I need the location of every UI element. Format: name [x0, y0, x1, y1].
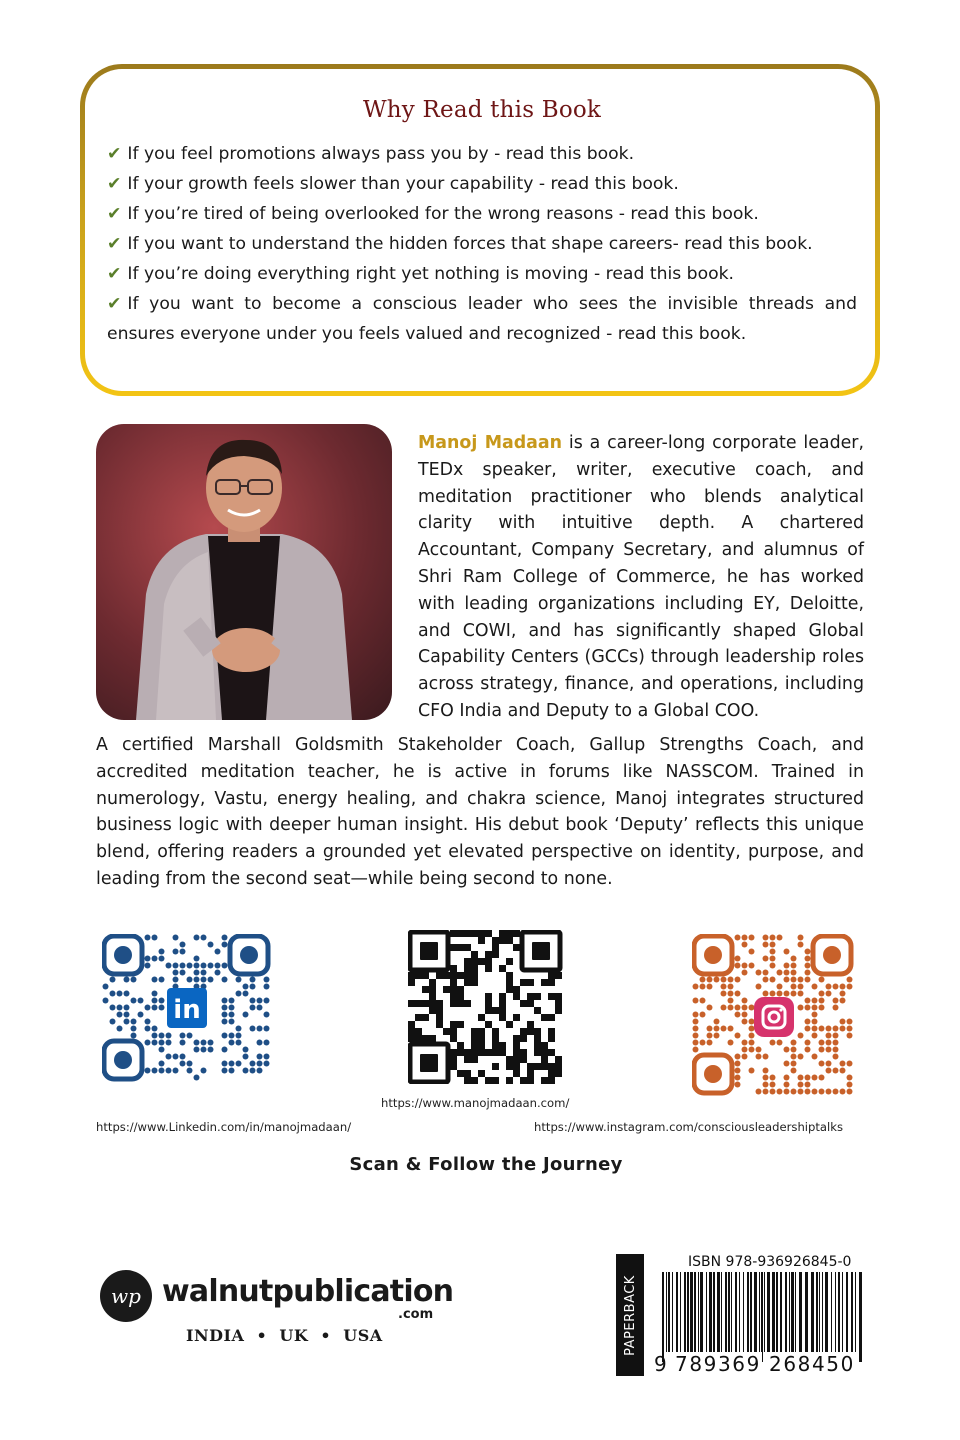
author-bio-side: [418, 430, 864, 725]
why-read-inner: [85, 69, 875, 391]
publisher-domain: .com: [398, 1307, 434, 1322]
barcode-digit-first: 9: [654, 1352, 667, 1376]
publisher-name: walnutpublication: [162, 1274, 454, 1309]
why-read-item-text: If you want to become a conscious leader who sees the invisible threads and ensures everyone under you feels valued and recognized - read this book.: [107, 294, 857, 344]
scan-caption: Scan & Follow the Journey: [349, 1154, 623, 1175]
why-read-item: [107, 169, 857, 199]
checkmark-icon: ✔: [107, 174, 122, 194]
format-label: [616, 1254, 644, 1376]
walnut-logo-icon: wp: [100, 1270, 152, 1322]
barcode-bars: [656, 1272, 868, 1362]
why-read-box: [80, 64, 880, 396]
instagram-qr-code[interactable]: [692, 934, 862, 1082]
why-read-item: [107, 139, 857, 169]
why-read-list: [107, 139, 857, 349]
author-bio-side-text: is a career-long corporate leader, TEDx speaker, writer, executive coach, and meditation practitioner who blends analytical clarity with intuitive depth. A chartered Accountant, Company Secretary, and alumnus of Shri Ram College of Commerce, he has worked with leading organizations including EY, Deloitte, and COWI, and has significantly shaped Global Capability Centers (GCCs) through leadership roles across strategy, finance, and operations, including CFO India and Deputy to a Global COO.: [418, 433, 864, 721]
linkedin-qr-code[interactable]: [102, 934, 272, 1082]
why-read-item-text: If your growth feels slower than your capability - read this book.: [127, 174, 679, 194]
why-read-item: [107, 229, 857, 259]
barcode-digits-left: 789369: [675, 1352, 761, 1376]
svg-text:in: in: [173, 995, 201, 1025]
why-read-item: [107, 259, 857, 289]
checkmark-icon: ✔: [107, 204, 122, 224]
checkmark-icon: ✔: [107, 294, 122, 314]
format-label-text: PAPERBACK: [622, 1274, 638, 1356]
author-name: Manoj Madaan: [418, 433, 563, 453]
why-read-item-text: If you feel promotions always pass you by - read this book.: [127, 144, 635, 164]
instagram-url[interactable]: https://www.instagram.com/consciousleadershiptalks: [534, 1120, 844, 1134]
website-qr-code[interactable]: [408, 930, 578, 1078]
website-url[interactable]: https://www.manojmadaan.com/: [381, 1096, 570, 1110]
checkmark-icon: ✔: [107, 264, 122, 284]
barcode-digits-right: 268450: [769, 1352, 855, 1376]
why-read-item-text: If you’re tired of being overlooked for the wrong reasons - read this book.: [127, 204, 759, 224]
linkedin-url[interactable]: https://www.Linkedin.com/in/manojmadaan/: [96, 1120, 352, 1134]
why-read-item-text: If you want to understand the hidden forces that shape careers- read this book.: [127, 234, 813, 254]
isbn-barcode: [616, 1254, 868, 1380]
checkmark-icon: ✔: [107, 234, 122, 254]
isbn-label: ISBN 978-936926845-0: [688, 1254, 852, 1270]
author-bio-full: A certified Marshall Goldsmith Stakeholder Coach, Gallup Strengths Coach, and accredited meditation teacher, he is active in forums like NASSCOM. Trained in numerology, Vastu, energy healing, and chakra science, Manoj integrates structured business logic with deeper human insight. His debut book ‘Deputy’ reflects this unique blend, offering readers a grounded yet elevated perspective on identity, purpose, and leading from the second seat—while being second to none.: [96, 735, 864, 889]
checkmark-icon: ✔: [107, 144, 122, 164]
why-read-item: [107, 199, 857, 229]
publisher-regions: INDIA • UK • USA: [186, 1326, 383, 1345]
why-read-title: Why Read this Book: [362, 97, 602, 123]
why-read-item-text: If you’re doing everything right yet nothing is moving - read this book.: [127, 264, 735, 284]
author-photo: [96, 424, 392, 720]
why-read-item: [107, 289, 857, 349]
